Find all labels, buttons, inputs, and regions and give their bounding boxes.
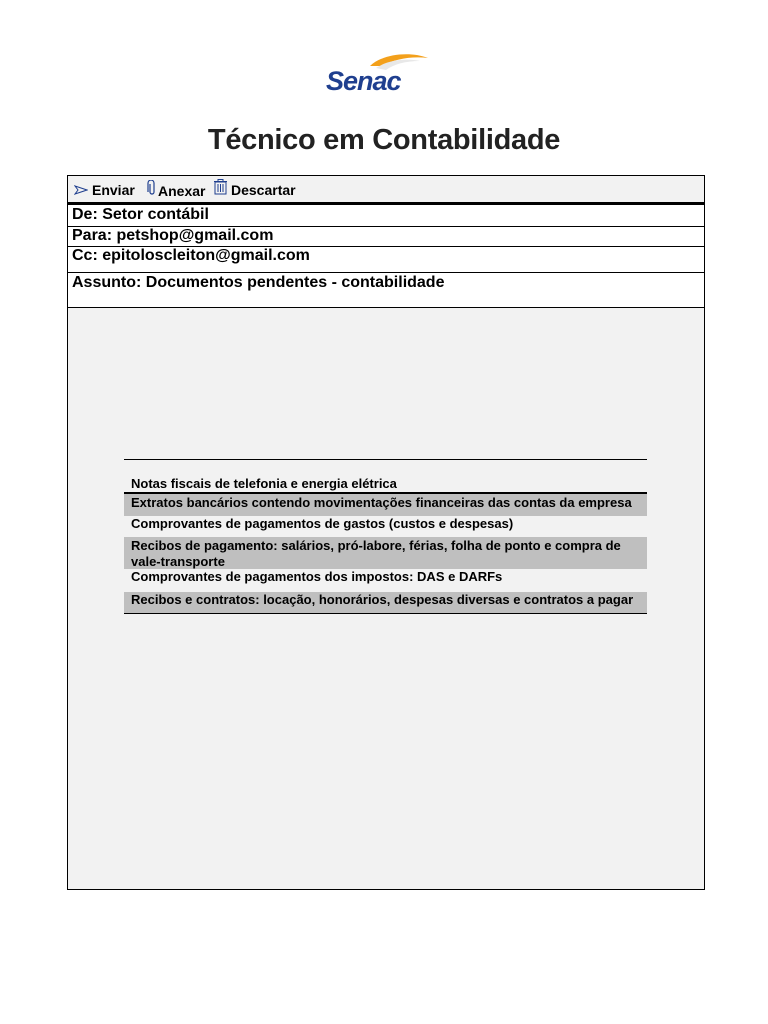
discard-button[interactable] <box>214 179 296 198</box>
send-button[interactable] <box>74 182 135 198</box>
documents-list <box>124 459 647 614</box>
list-item: Comprovantes de pagamentos de gastos (custos e despesas) <box>131 516 514 531</box>
svg-text:Senac: Senac <box>326 66 401 96</box>
subject-field[interactable] <box>68 273 704 308</box>
paperclip-icon <box>147 180 157 199</box>
from-field[interactable] <box>68 205 704 227</box>
list-item: Extratos bancários contendo movimentações financeiras das contas da empresa <box>124 494 647 516</box>
list-item: Recibos de pagamento: salários, pró-labore, férias, folha de ponto e compra de vale-transporte <box>124 537 647 569</box>
senac-logo <box>324 52 440 96</box>
send-label: Enviar <box>92 182 135 198</box>
trash-icon <box>214 179 227 198</box>
attach-button[interactable] <box>147 180 205 199</box>
discard-label: Descartar <box>231 182 296 198</box>
cc-value: Cc: epitoloscleiton@gmail.com <box>72 247 310 264</box>
attach-label: Anexar <box>158 182 206 199</box>
email-compose-window <box>67 175 705 890</box>
senac-logo-mark <box>324 52 440 96</box>
subject-value: Assunto: Documentos pendentes - contabilidade <box>72 274 445 291</box>
from-value: De: Setor contábil <box>72 206 209 223</box>
list-item: Comprovantes de pagamentos dos impostos: DAS e DARFs <box>131 569 503 584</box>
list-item: Notas fiscais de telefonia e energia elétrica <box>124 460 647 494</box>
to-value: Para: petshop@gmail.com <box>72 227 274 244</box>
email-toolbar <box>68 176 704 205</box>
page-title: Técnico em Contabilidade <box>207 124 561 156</box>
send-arrow-icon <box>74 182 88 198</box>
cc-field[interactable] <box>68 247 704 273</box>
list-item: Recibos e contratos: locação, honorários, despesas diversas e contratos a pagar <box>124 592 647 613</box>
to-field[interactable] <box>68 227 704 247</box>
